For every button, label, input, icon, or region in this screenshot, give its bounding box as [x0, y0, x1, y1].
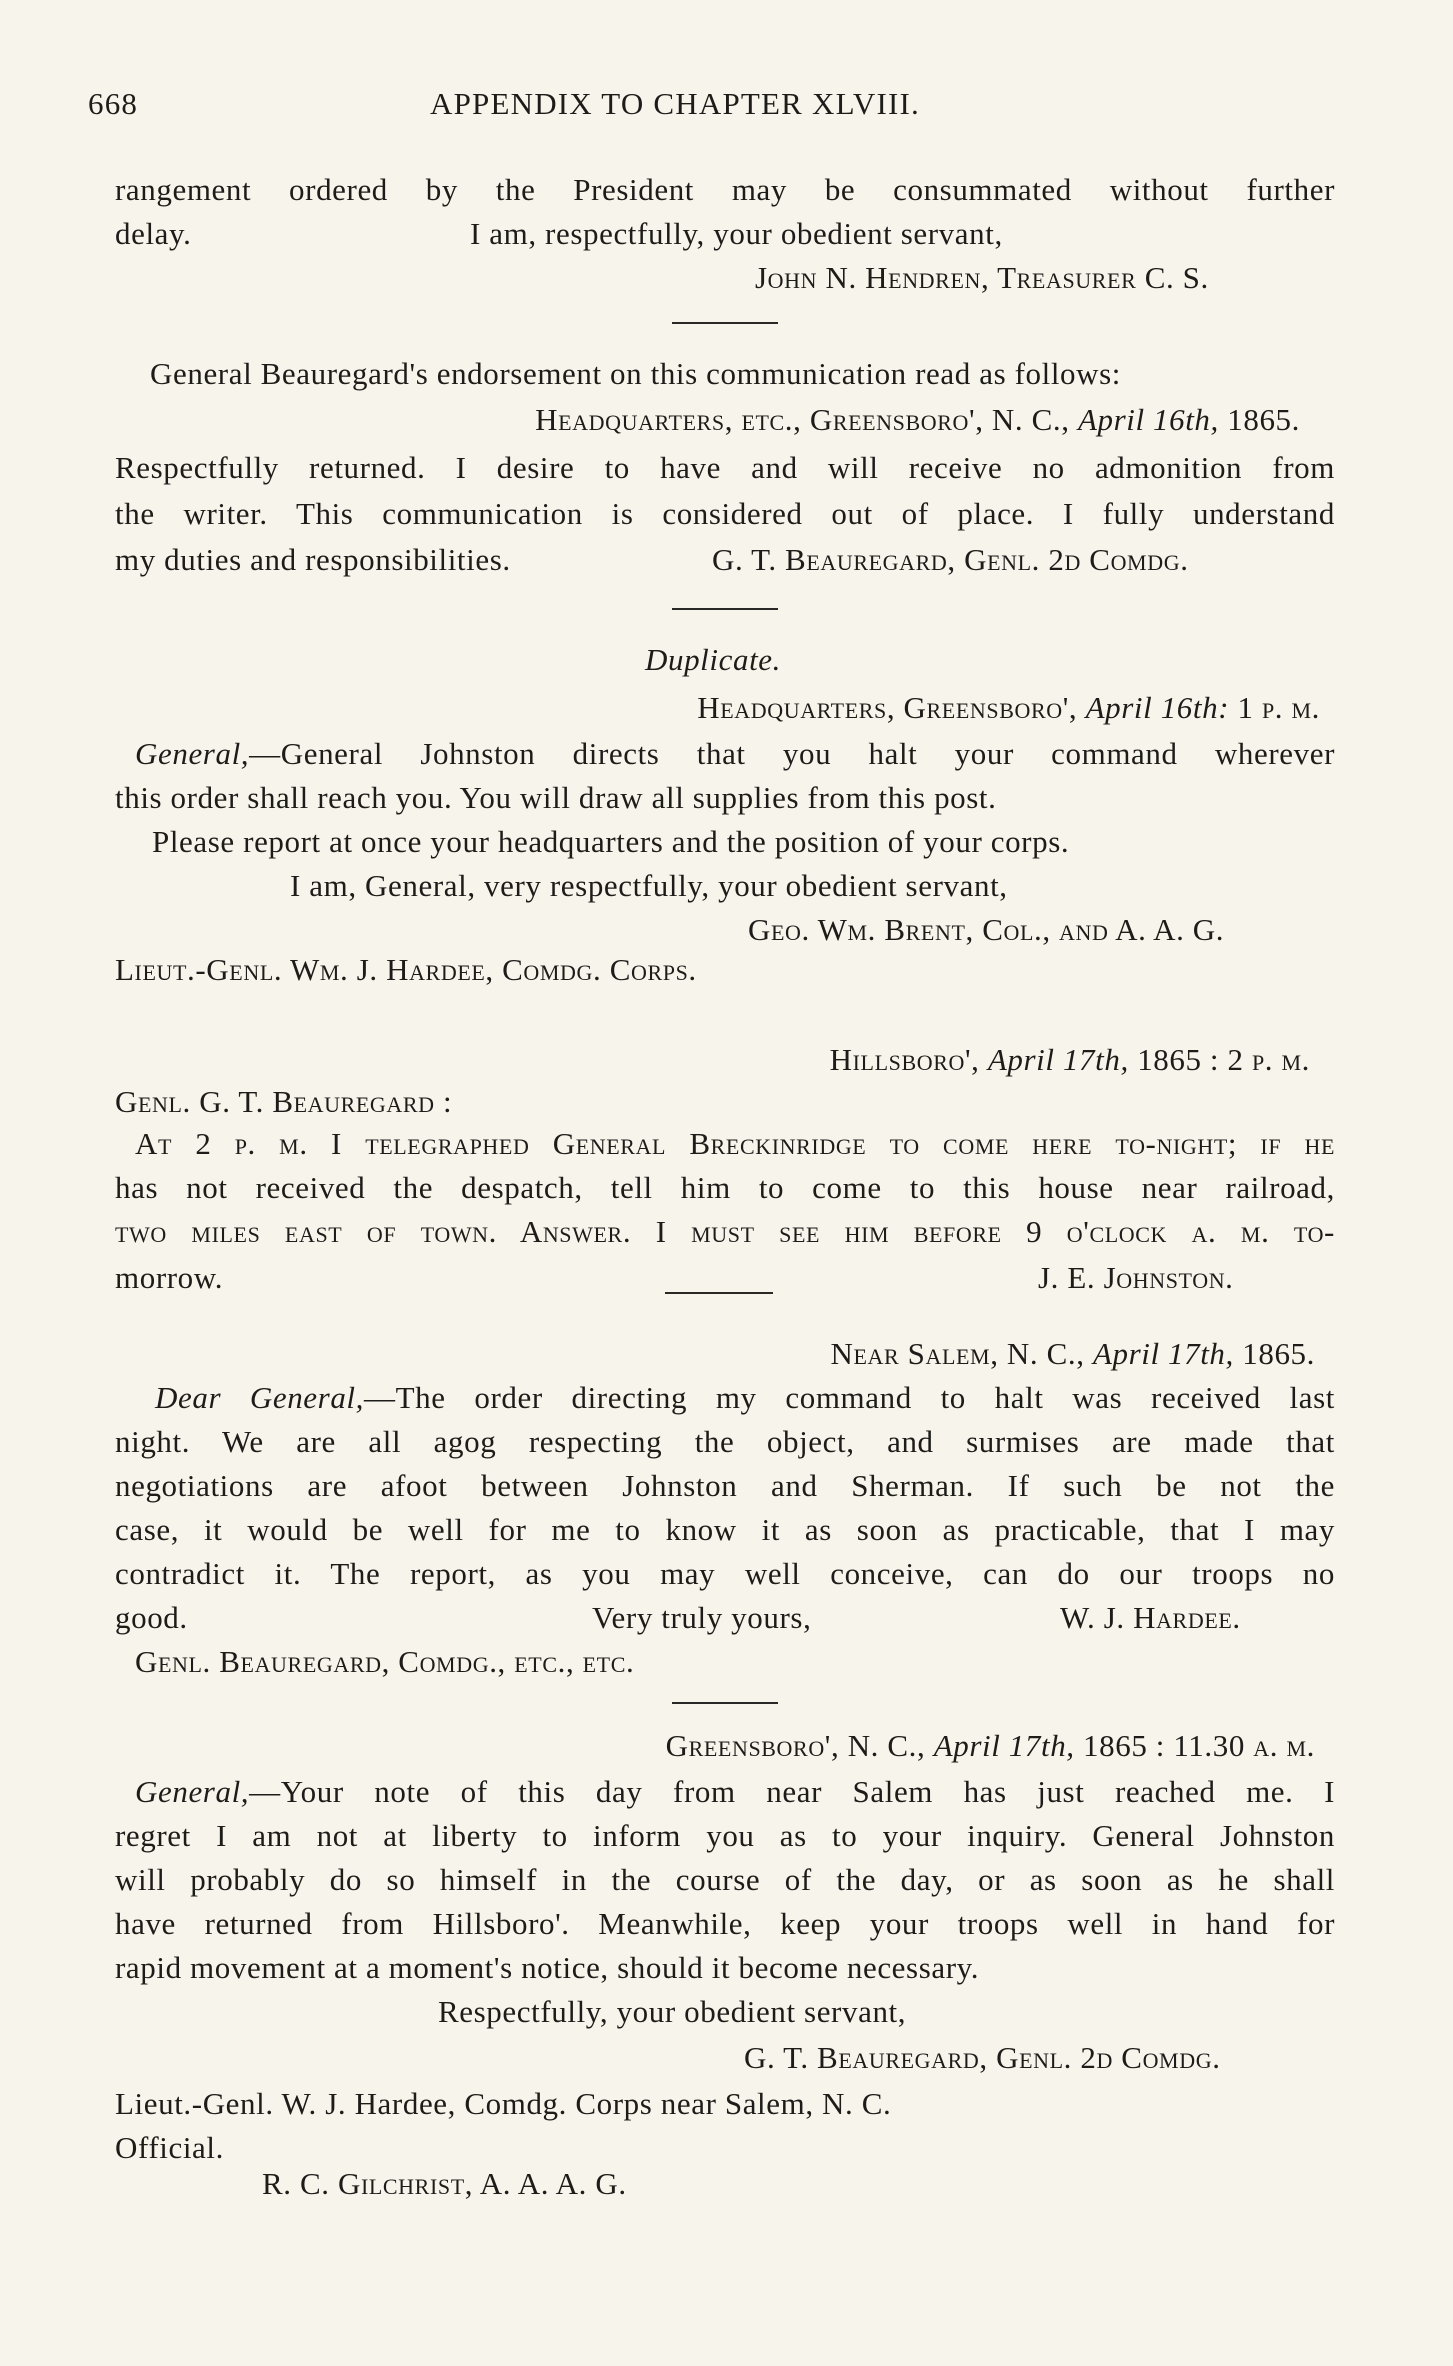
greensboro-salutation: General, — [135, 1774, 250, 1809]
greensboro-dateline-time: 1865 : 11.30 a. m. — [1083, 1728, 1315, 1763]
hillsboro-dateline-date: April 17th, — [987, 1042, 1129, 1077]
endorsement-intro: General Beauregard's endorsement on this communication read as follows: — [150, 356, 1122, 391]
divider-rule — [665, 1292, 773, 1294]
hendren-line-1: rangement ordered by the President may be consummated without further — [115, 172, 1335, 207]
official-label: Official. — [115, 2130, 224, 2165]
endorsement-dateline-year: 1865. — [1227, 402, 1300, 437]
duplicate-line-3: Please report at once your headquarters and the position of your corps. — [152, 824, 1070, 859]
greensboro-line-1 — [135, 1772, 1335, 1812]
endorsement-line-2: the writer. This communication is considered out of place. I fully understand — [115, 496, 1335, 531]
hillsboro-line-2: has not received the despatch, tell him to come to this house near railroad, — [115, 1170, 1335, 1205]
hendren-line-2-left: delay. — [115, 216, 192, 251]
greensboro-dateline-date: April 17th, — [933, 1728, 1075, 1763]
duplicate-addressee: Lieut.-Genl. Wm. J. Hardee, Comdg. Corps. — [115, 952, 697, 987]
duplicate-line-1-text: —General Johnston directs that you halt your command wherever — [249, 736, 1335, 771]
official-signature: R. C. Gilchrist, A. A. A. G. — [262, 2166, 627, 2201]
hillsboro-addressee: Genl. G. T. Beauregard : — [115, 1084, 453, 1119]
salem-line-6-left: good. — [115, 1600, 188, 1635]
greensboro-signature: G. T. Beauregard, Genl. 2d Comdg. — [744, 2040, 1221, 2075]
salem-line-2: night. We are all agog respecting the object, and surmises are made that — [115, 1424, 1335, 1459]
greensboro-line-1-text: —Your note of this day from near Salem has just reached me. I — [249, 1774, 1335, 1809]
salem-dateline — [380, 1334, 1315, 1374]
salem-line-3: negotiations are afoot between Johnston and Sherman. If such be not the — [115, 1468, 1335, 1503]
salem-line-5: contradict it. The report, as you may well conceive, can do our troops no — [115, 1556, 1335, 1591]
salem-line-6-closing: Very truly yours, — [592, 1600, 812, 1635]
salem-addressee: Genl. Beauregard, Comdg., etc., etc. — [135, 1644, 635, 1679]
salem-line-1 — [155, 1378, 1335, 1418]
divider-rule — [672, 322, 778, 324]
greensboro-line-3: will probably do so himself in the course of the day, or as soon as he shall — [115, 1862, 1335, 1897]
endorsement-dateline-date: April 16th, — [1077, 402, 1219, 437]
greensboro-line-2: regret I am not at liberty to inform you as to your inquiry. General Johnston — [115, 1818, 1335, 1853]
salem-line-1-text: —The order directing my command to halt was received last — [364, 1380, 1336, 1415]
greensboro-dateline — [380, 1726, 1315, 1766]
divider-rule — [672, 1702, 778, 1704]
endorsement-dateline — [380, 400, 1300, 440]
salem-dateline-place: Near Salem, N. C., — [830, 1336, 1085, 1371]
hillsboro-line-4-left: morrow. — [115, 1260, 224, 1295]
greensboro-addressee — [115, 2084, 891, 2124]
hillsboro-dateline — [380, 1040, 1310, 1080]
greensboro-closing: Respectfully, your obedient servant, — [438, 1994, 907, 2029]
hillsboro-line-3: two miles east of town. Answer. I must see him before 9 o'clock a. m. to- — [115, 1214, 1335, 1249]
duplicate-dateline-place: Headquarters, Greensboro', — [697, 690, 1078, 725]
hillsboro-line-1: At 2 p. m. I telegraphed General Breckinridge to come here to-night; if he — [135, 1126, 1335, 1161]
duplicate-line-2: this order shall reach you. You will draw all supplies from this post. — [115, 780, 997, 815]
endorsement-dateline-place: Headquarters, etc., Greensboro', N. C., — [535, 402, 1070, 437]
duplicate-line-4: I am, General, very respectfully, your obedient servant, — [290, 868, 1008, 903]
salem-dateline-year: 1865. — [1242, 1336, 1315, 1371]
hillsboro-dateline-place: Hillsboro', — [829, 1042, 980, 1077]
salem-dateline-date: April 17th, — [1092, 1336, 1234, 1371]
salem-line-4: case, it would be well for me to know it as soon as practicable, that I may — [115, 1512, 1335, 1547]
duplicate-salutation: General, — [135, 736, 250, 771]
page-number: 668 — [88, 86, 139, 121]
duplicate-dateline-time: 1 p. m. — [1237, 690, 1320, 725]
duplicate-dateline — [380, 688, 1320, 728]
hendren-line-2-right: I am, respectfully, your obedient servant, — [470, 216, 1003, 251]
duplicate-signature: Geo. Wm. Brent, Col., and A. A. G. — [748, 912, 1225, 947]
duplicate-title: Duplicate. — [645, 642, 781, 677]
greensboro-line-4: have returned from Hillsboro'. Meanwhile, keep your troops well in hand for — [115, 1906, 1335, 1941]
salem-signature: W. J. Hardee. — [1060, 1600, 1241, 1635]
endorsement-signature: G. T. Beauregard, Genl. 2d Comdg. — [712, 542, 1189, 577]
duplicate-line-1 — [135, 734, 1335, 774]
hendren-signature: John N. Hendren, Treasurer C. S. — [755, 260, 1209, 295]
hillsboro-signature: J. E. Johnston. — [1038, 1260, 1234, 1295]
endorsement-line-1: Respectfully returned. I desire to have and will receive no admonition from — [115, 450, 1335, 485]
divider-rule — [672, 608, 778, 610]
greensboro-line-5: rapid movement at a moment's notice, should it become necessary. — [115, 1950, 980, 1985]
salem-salutation: Dear General, — [155, 1380, 364, 1415]
duplicate-dateline-date: April 16th: — [1085, 690, 1230, 725]
running-title: APPENDIX TO CHAPTER XLVIII. — [430, 86, 920, 121]
greensboro-dateline-place: Greensboro', N. C., — [665, 1728, 926, 1763]
greensboro-addressee-text: Lieut.-Genl. W. J. Hardee, Comdg. Corps near Salem, N. C. — [115, 2086, 892, 2121]
hillsboro-dateline-time: 1865 : 2 p. m. — [1137, 1042, 1310, 1077]
endorsement-line-3-left: my duties and responsibilities. — [115, 542, 511, 577]
